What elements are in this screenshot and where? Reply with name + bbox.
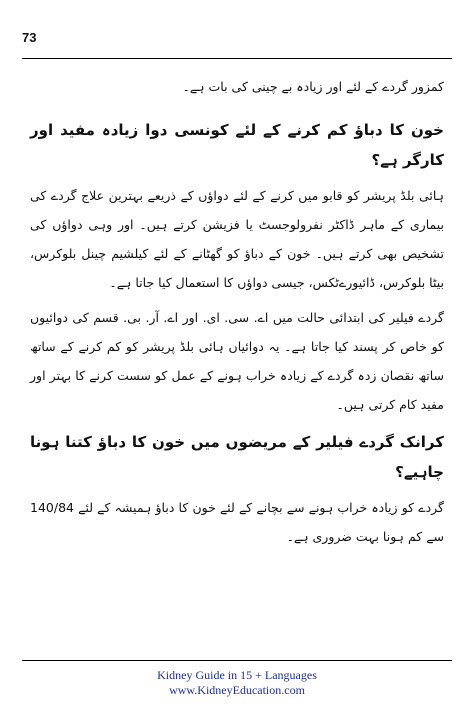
paragraph-medication: ہائی بلڈ پریشر کو قابو میں کرنے کے لئے دواؤں کے ذریعے بہترین علاج گردے کی بیماری کے ماہر ڈاکٹر نفرولوجسٹ یا فزیشن کرتے ہیں۔ اور وہی دواؤں کی تشخیص بھی کرتے ہیں۔ خون کے دباؤ کو گھٹانے کے لئے کیلشیم چینل بلوکرس، بیٹا بلوکرس، ڈائیورےٹکس، جیسی دواؤں کا استعمال کیا جاتا ہے۔ xyxy=(30,188,444,290)
section-heading-blood-pressure-target: کرانک گردے فیلیر کے مریضوں میں خون کا دباؤ کتنا ہونا چاہیے؟ xyxy=(30,433,444,481)
footer-website: www.KidneyEducation.com xyxy=(169,683,305,697)
paragraph-blood-pressure-target xyxy=(30,493,444,551)
section-heading-medication: خون کا دباؤ کم کرنے کے لئے کونسی دوا زیادہ مفید اور کارگر ہے؟ xyxy=(30,121,444,169)
page-number: 73 xyxy=(22,30,37,45)
intro-line: کمزور گردے کے لئے اور زیادہ بے چینی کی بات ہے۔ xyxy=(182,79,444,94)
bp-target-value: 140/84 xyxy=(30,500,74,515)
page-content xyxy=(30,72,444,557)
footer-title: Kidney Guide in 15 + Languages xyxy=(157,668,317,682)
footer xyxy=(0,668,474,698)
bp-target-text: گردے کو زیادہ خراب ہونے سے بچانے کے لئے خون کا دباؤ ہمیشہ کے لئے xyxy=(78,500,444,515)
paragraph-early-stage: گردے فیلیر کی ابتدائی حالت میں اے. سی. ای. اور اے. آر. بی. قسم کی دوائیوں کو خاص کر پسند کیا جاتا ہے۔ یہ دوائیاں ہائی بلڈ پریشر کو کم کرنے کے ساتھ ساتھ نقصان زدہ گردے کے زیادہ خراب ہونے کے عمل کو سست کرنے کا بہتر اور مفید کام کرتی ہیں۔ xyxy=(30,310,444,412)
bp-target-end: سے کم ہونا بہت ضروری ہے۔ xyxy=(286,529,444,544)
footer-divider xyxy=(22,660,452,661)
header-divider xyxy=(22,58,452,59)
